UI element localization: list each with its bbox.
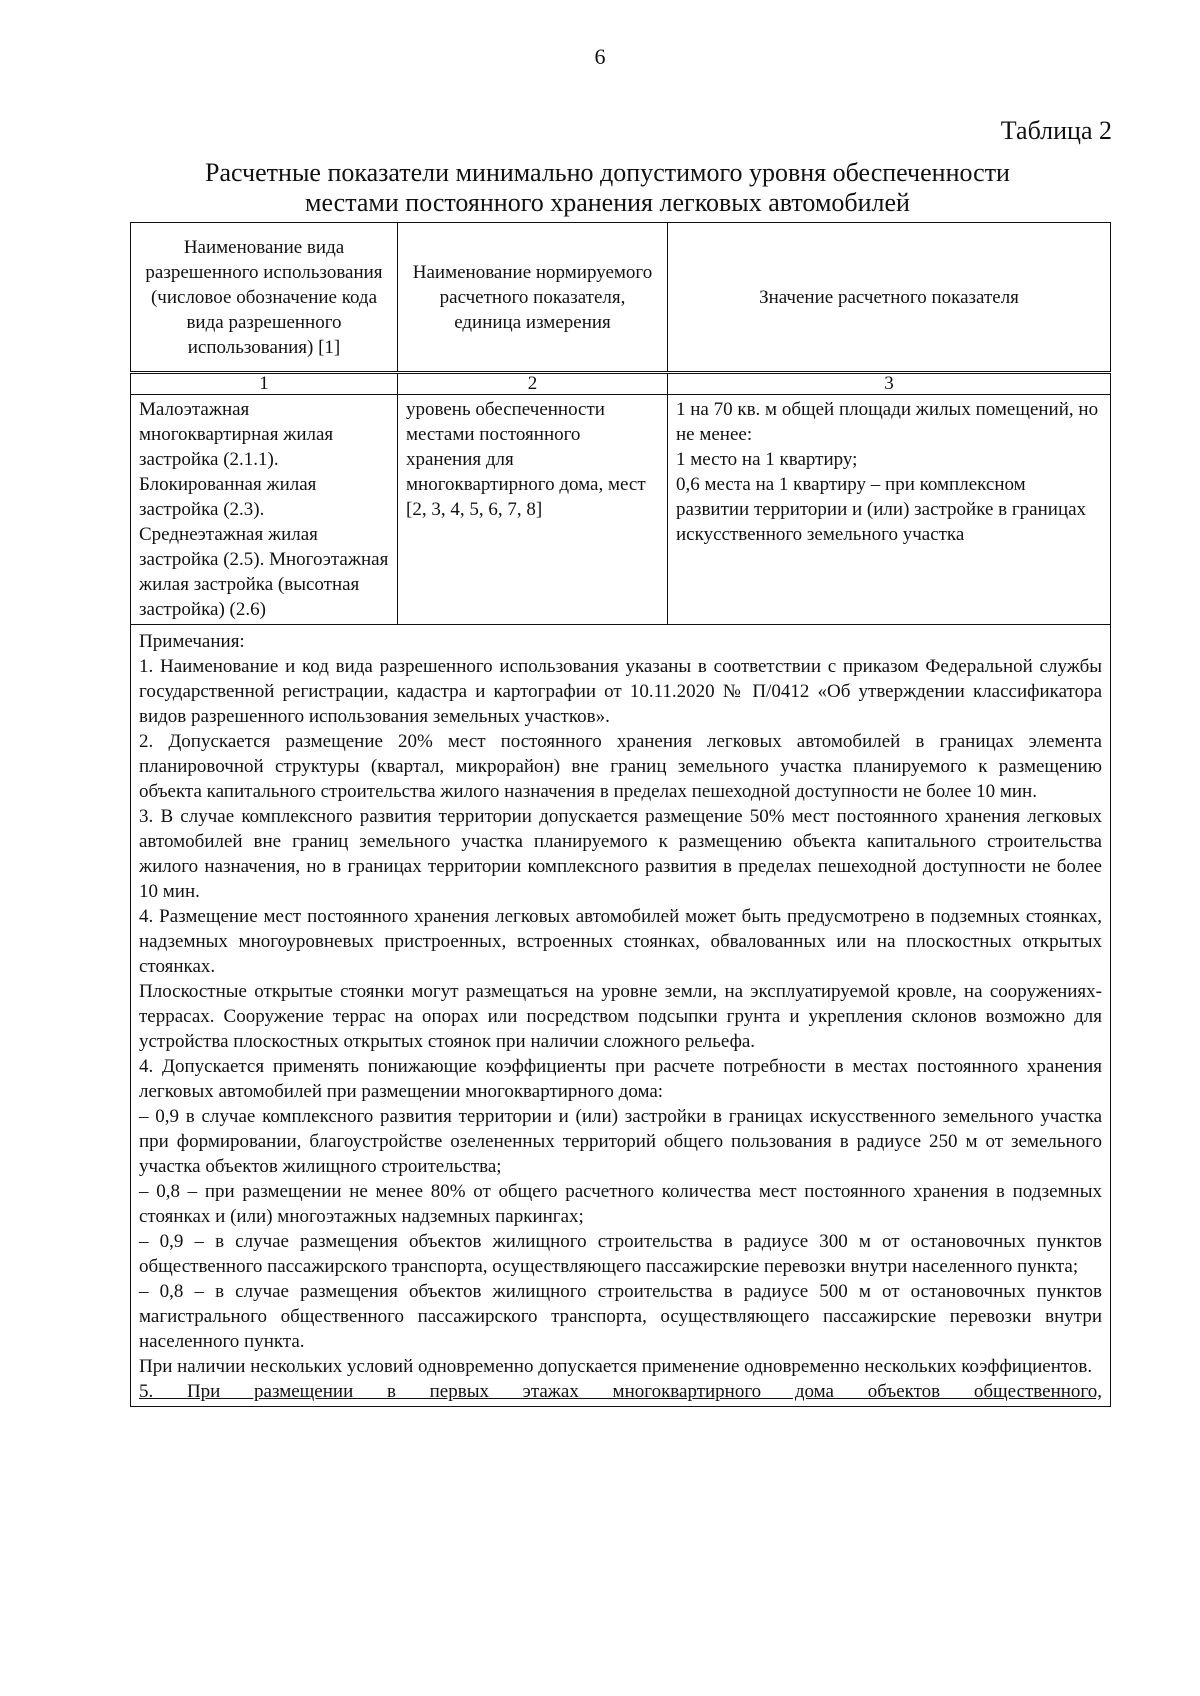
cell-indicator: уровень обеспеченности местами постоянного хранения для многоквартирного дома, мест [2, 3, 4, 5, 6, 7, 8]: [398, 395, 668, 625]
note-paragraph: 4. Допускается применять понижающие коэффициенты при расчете потребности в местах постоянного хранения легковых автомобилей при размещении многоквартирного дома:: [139, 1056, 1102, 1102]
notes-cell: [131, 625, 1111, 1407]
note-paragraph: При наличии нескольких условий одновременно допускается применение одновременно нескольких коэффициентов.: [139, 1356, 1093, 1377]
note-paragraph: 4. Размещение мест постоянного хранения легковых автомобилей может быть предусмотрено в подземных стоянках, надземных многоуровневых пристроенных, встроенных стоянках, обвалованных или на плоскостных открытых стоянках.: [139, 906, 1102, 977]
column-number-1: 1: [131, 373, 398, 395]
parking-standards-table: [130, 222, 1111, 1407]
title-line-1: Расчетные показатели минимально допустимого уровня обеспеченности: [205, 158, 1010, 187]
note-paragraph: 1. Наименование и код вида разрешенного использования указаны в соответствии с приказом Федеральной службы государственной регистрации, кадастра и картографии от 10.11.2020 № П/0412 «Об утверждении классификатора видов разрешенного использования земельных участков».: [139, 656, 1102, 727]
value-line: 1 на 70 кв. м общей площади жилых помещений, но не менее:: [676, 399, 1099, 445]
column-number-2: 2: [398, 373, 668, 395]
table-header-row: [131, 223, 1111, 373]
table-label: Таблица 2: [1000, 116, 1112, 145]
note-paragraph: – 0,8 – в случае размещения объектов жилищного строительства в радиусе 500 м от остановочных пунктов магистрального общественного пассажирского транспорта, осуществляющего пассажирские перевозки внутри населенного пункта.: [139, 1281, 1102, 1352]
note-paragraph: – 0,8 – при размещении не менее 80% от общего расчетного количества мест постоянного хранения в подземных стоянках и (или) многоэтажных надземных паркингах;: [139, 1181, 1102, 1227]
value-line: 0,6 места на 1 квартиру – при комплексном развитии территории и (или) застройке в границах искусственного земельного участка: [676, 474, 1087, 545]
header-indicator: Наименование нормируемого расчетного показателя, единица измерения: [398, 223, 668, 373]
header-land-use: Наименование вида разрешенного использования (числовое обозначение кода вида разрешенного использования) [1]: [131, 223, 398, 373]
note-paragraph: 2. Допускается размещение 20% мест постоянного хранения легковых автомобилей в границах элемента планировочной структуры (квартал, микрорайон) вне границ земельного участка планируемого к размещению объекта капитального строительства жилого назначения в пределах пешеходной доступности не более 10 мин.: [139, 731, 1102, 802]
note-paragraph: – 0,9 в случае комплексного развития территории и (или) застройки в границах искусственного земельного участка при формировании, благоустройстве озелененных территорий общего пользования в радиусе 250 м от земельного участка объектов жилищного строительства;: [139, 1106, 1102, 1177]
cell-value: [668, 395, 1111, 625]
value-line: 1 место на 1 квартиру;: [676, 449, 858, 470]
table-row: [131, 395, 1111, 625]
note-paragraph: Плоскостные открытые стоянки могут размещаться на уровне земли, на эксплуатируемой кровле, на сооружениях-террасах. Сооружение террас на опорах или посредством подсыпки грунта и укрепления склонов возможно для устройства плоскостных открытых стоянок при наличии сложного рельефа.: [139, 981, 1102, 1052]
note-paragraph: 3. В случае комплексного развития территории допускается размещение 50% мест постоянного хранения легковых автомобилей вне границ земельного участка планируемого к размещению объекта капитального строительства жилого назначения, но в границах территории комплексного развития в пределах пешеходной доступности не более 10 мин.: [139, 806, 1102, 902]
notes-row: [131, 625, 1111, 1407]
page-number: 6: [594, 44, 606, 69]
note-paragraph: 5. При размещении в первых этажах многоквартирного дома объектов общественного,: [139, 1381, 1102, 1402]
column-number-row: [131, 373, 1111, 395]
header-value: Значение расчетного показателя: [668, 223, 1111, 373]
notes-heading: Примечания:: [139, 631, 245, 652]
title-line-2: местами постоянного хранения легковых автомобилей: [305, 188, 910, 217]
cell-land-use-types: Малоэтажная многоквартирная жилая застройка (2.1.1). Блокированная жилая застройка (2.3). Среднеэтажная жилая застройка (2.5). Многоэтажная жилая застройка (высотная застройка) (2.6): [131, 395, 398, 625]
column-number-3: 3: [668, 373, 1111, 395]
document-title: [130, 158, 1085, 218]
note-paragraph: – 0,9 – в случае размещения объектов жилищного строительства в радиусе 300 м от остановочных пунктов общественного пассажирского транспорта, осуществляющего пассажирские перевозки внутри населенного пункта;: [139, 1231, 1102, 1277]
